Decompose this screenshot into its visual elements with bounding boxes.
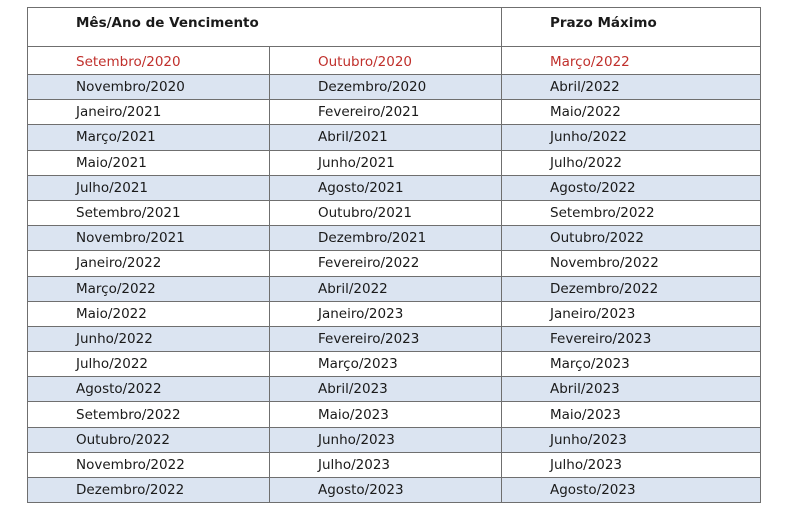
cell-due-end: Dezembro/2021 bbox=[270, 226, 502, 251]
cell-max-deadline: Agosto/2022 bbox=[502, 175, 761, 200]
cell-max-deadline: Julho/2022 bbox=[502, 150, 761, 175]
cell-due-start: Setembro/2020 bbox=[28, 47, 270, 75]
cell-max-deadline: Maio/2023 bbox=[502, 402, 761, 427]
cell-due-end: Fevereiro/2023 bbox=[270, 326, 502, 351]
cell-due-end: Junho/2023 bbox=[270, 427, 502, 452]
cell-due-start: Outubro/2022 bbox=[28, 427, 270, 452]
table-row bbox=[28, 377, 761, 402]
table-row bbox=[28, 452, 761, 477]
cell-due-start: Novembro/2021 bbox=[28, 226, 270, 251]
table-row bbox=[28, 276, 761, 301]
table-row bbox=[28, 175, 761, 200]
table-row bbox=[28, 200, 761, 225]
cell-due-start: Janeiro/2021 bbox=[28, 100, 270, 125]
cell-max-deadline: Junho/2022 bbox=[502, 125, 761, 150]
cell-max-deadline: Dezembro/2022 bbox=[502, 276, 761, 301]
cell-max-deadline: Junho/2023 bbox=[502, 427, 761, 452]
table-row bbox=[28, 301, 761, 326]
cell-due-end: Abril/2021 bbox=[270, 125, 502, 150]
cell-due-start: Março/2022 bbox=[28, 276, 270, 301]
table-row bbox=[28, 478, 761, 503]
table-row bbox=[28, 150, 761, 175]
cell-max-deadline: Abril/2022 bbox=[502, 75, 761, 100]
cell-max-deadline: Janeiro/2023 bbox=[502, 301, 761, 326]
cell-due-end: Julho/2023 bbox=[270, 452, 502, 477]
cell-max-deadline: Outubro/2022 bbox=[502, 226, 761, 251]
cell-due-end: Agosto/2023 bbox=[270, 478, 502, 503]
cell-max-deadline: Maio/2022 bbox=[502, 100, 761, 125]
table-row bbox=[28, 125, 761, 150]
table-row bbox=[28, 352, 761, 377]
cell-max-deadline: Fevereiro/2023 bbox=[502, 326, 761, 351]
table-row bbox=[28, 427, 761, 452]
cell-due-start: Setembro/2021 bbox=[28, 200, 270, 225]
table-row bbox=[28, 402, 761, 427]
cell-max-deadline: Março/2022 bbox=[502, 47, 761, 75]
cell-max-deadline: Setembro/2022 bbox=[502, 200, 761, 225]
cell-max-deadline: Março/2023 bbox=[502, 352, 761, 377]
deadline-table bbox=[27, 7, 761, 503]
cell-due-end: Outubro/2020 bbox=[270, 47, 502, 75]
cell-due-end: Março/2023 bbox=[270, 352, 502, 377]
cell-due-start: Maio/2022 bbox=[28, 301, 270, 326]
cell-due-end: Junho/2021 bbox=[270, 150, 502, 175]
header-due-month-year: Mês/Ano de Vencimento bbox=[28, 8, 502, 47]
cell-due-start: Junho/2022 bbox=[28, 326, 270, 351]
cell-due-end: Outubro/2021 bbox=[270, 200, 502, 225]
cell-due-start: Novembro/2022 bbox=[28, 452, 270, 477]
cell-max-deadline: Abril/2023 bbox=[502, 377, 761, 402]
cell-due-end: Abril/2022 bbox=[270, 276, 502, 301]
cell-due-start: Julho/2022 bbox=[28, 352, 270, 377]
table-row bbox=[28, 75, 761, 100]
cell-due-end: Agosto/2021 bbox=[270, 175, 502, 200]
cell-max-deadline: Novembro/2022 bbox=[502, 251, 761, 276]
cell-due-start: Dezembro/2022 bbox=[28, 478, 270, 503]
cell-max-deadline: Julho/2023 bbox=[502, 452, 761, 477]
table-body bbox=[28, 47, 761, 503]
cell-max-deadline: Agosto/2023 bbox=[502, 478, 761, 503]
cell-due-start: Março/2021 bbox=[28, 125, 270, 150]
header-max-deadline: Prazo Máximo bbox=[502, 8, 761, 47]
cell-due-start: Maio/2021 bbox=[28, 150, 270, 175]
cell-due-start: Agosto/2022 bbox=[28, 377, 270, 402]
table-row bbox=[28, 326, 761, 351]
table-row bbox=[28, 251, 761, 276]
table-row bbox=[28, 226, 761, 251]
cell-due-start: Janeiro/2022 bbox=[28, 251, 270, 276]
cell-due-start: Julho/2021 bbox=[28, 175, 270, 200]
table-row bbox=[28, 100, 761, 125]
table-header-row bbox=[28, 8, 761, 47]
cell-due-end: Fevereiro/2021 bbox=[270, 100, 502, 125]
table-row bbox=[28, 47, 761, 75]
cell-due-start: Novembro/2020 bbox=[28, 75, 270, 100]
cell-due-end: Janeiro/2023 bbox=[270, 301, 502, 326]
cell-due-start: Setembro/2022 bbox=[28, 402, 270, 427]
cell-due-end: Fevereiro/2022 bbox=[270, 251, 502, 276]
cell-due-end: Abril/2023 bbox=[270, 377, 502, 402]
cell-due-end: Dezembro/2020 bbox=[270, 75, 502, 100]
cell-due-end: Maio/2023 bbox=[270, 402, 502, 427]
